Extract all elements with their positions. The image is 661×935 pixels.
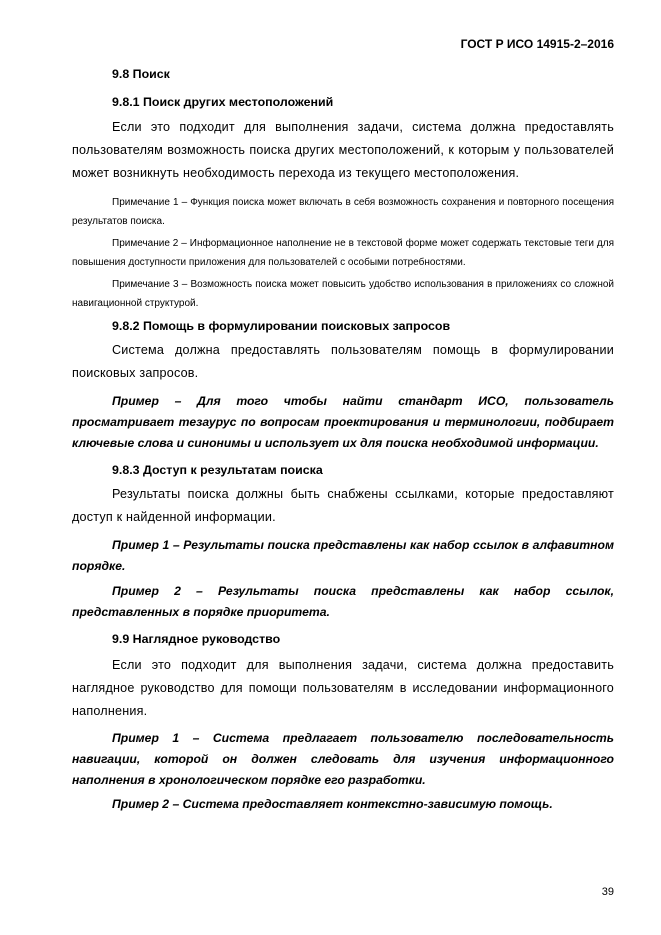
note-2: Примечание 2 – Информационное наполнение не в текстовой форме может содержать текстовые теги для повышения доступности приложения для пользователей с особыми потребностями. [72,238,614,268]
section-9-8-2-title: 9.8.2 Помощь в формулировании поисковых запросов [112,319,451,333]
page-number: 39 [601,886,614,898]
section-9-8-3-example-1: Пример 1 – Результаты поиска представлены как набор ссылок в алфавитном порядке. [72,538,614,573]
section-9-8-1-title: 9.8.1 Поиск других местоположений [112,95,334,109]
section-9-9-title: 9.9 Наглядное руководство [112,632,281,646]
section-9-9-example-1: Пример 1 – Система предлагает пользователю последовательность навигации, которой он должен следовать для изучения информационного наполнения в хронологическом порядке его разработки. [72,731,614,787]
note-1: Примечание 1 – Функция поиска может включать в себя возможность сохранения и повторного посещения результатов поиска. [72,197,614,227]
document-code-header: ГОСТ Р ИСО 14915-2–2016 [460,37,614,51]
section-9-9-text: Если это подходит для выполнения задачи, система должна предоставить наглядное руководство для помощи пользователям в исследовании информационного наполнения. [72,658,614,718]
section-9-8-3-example-2: Пример 2 – Результаты поиска представлены как набор ссылок, представленных в порядке приоритета. [72,584,614,619]
section-9-8-2-text: Система должна предоставлять пользователям помощь в формулировании поисковых запросов. [72,343,614,380]
note-3: Примечание 3 – Возможность поиска может повысить удобство использования в приложениях со сложной навигационной структурой. [72,279,614,309]
section-9-8-3-title: 9.8.3 Доступ к результатам поиска [112,463,323,477]
section-9-9-example-2: Пример 2 – Система предоставляет контекстно-зависимую помощь. [112,797,553,811]
section-9-8-2-example: Пример – Для того чтобы найти стандарт ИСО, пользователь просматривает тезаурус по вопросам проектирования и терминологии, подбирает ключевые слова и синонимы и использует их для поиска необходимой информации. [72,394,614,450]
section-9-8-3-text: Результаты поиска должны быть снабжены ссылками, которые предоставляют доступ к найденной информации. [72,487,614,524]
section-9-8-title: 9.8 Поиск [112,67,170,81]
section-9-8-1-text: Если это подходит для выполнения задачи, система должна предоставлять пользователям возможность поиска других местоположений, к которым у пользователей может возникнуть необходимость перехода из текущего местоположения. [72,120,614,180]
page-content [72,62,614,815]
